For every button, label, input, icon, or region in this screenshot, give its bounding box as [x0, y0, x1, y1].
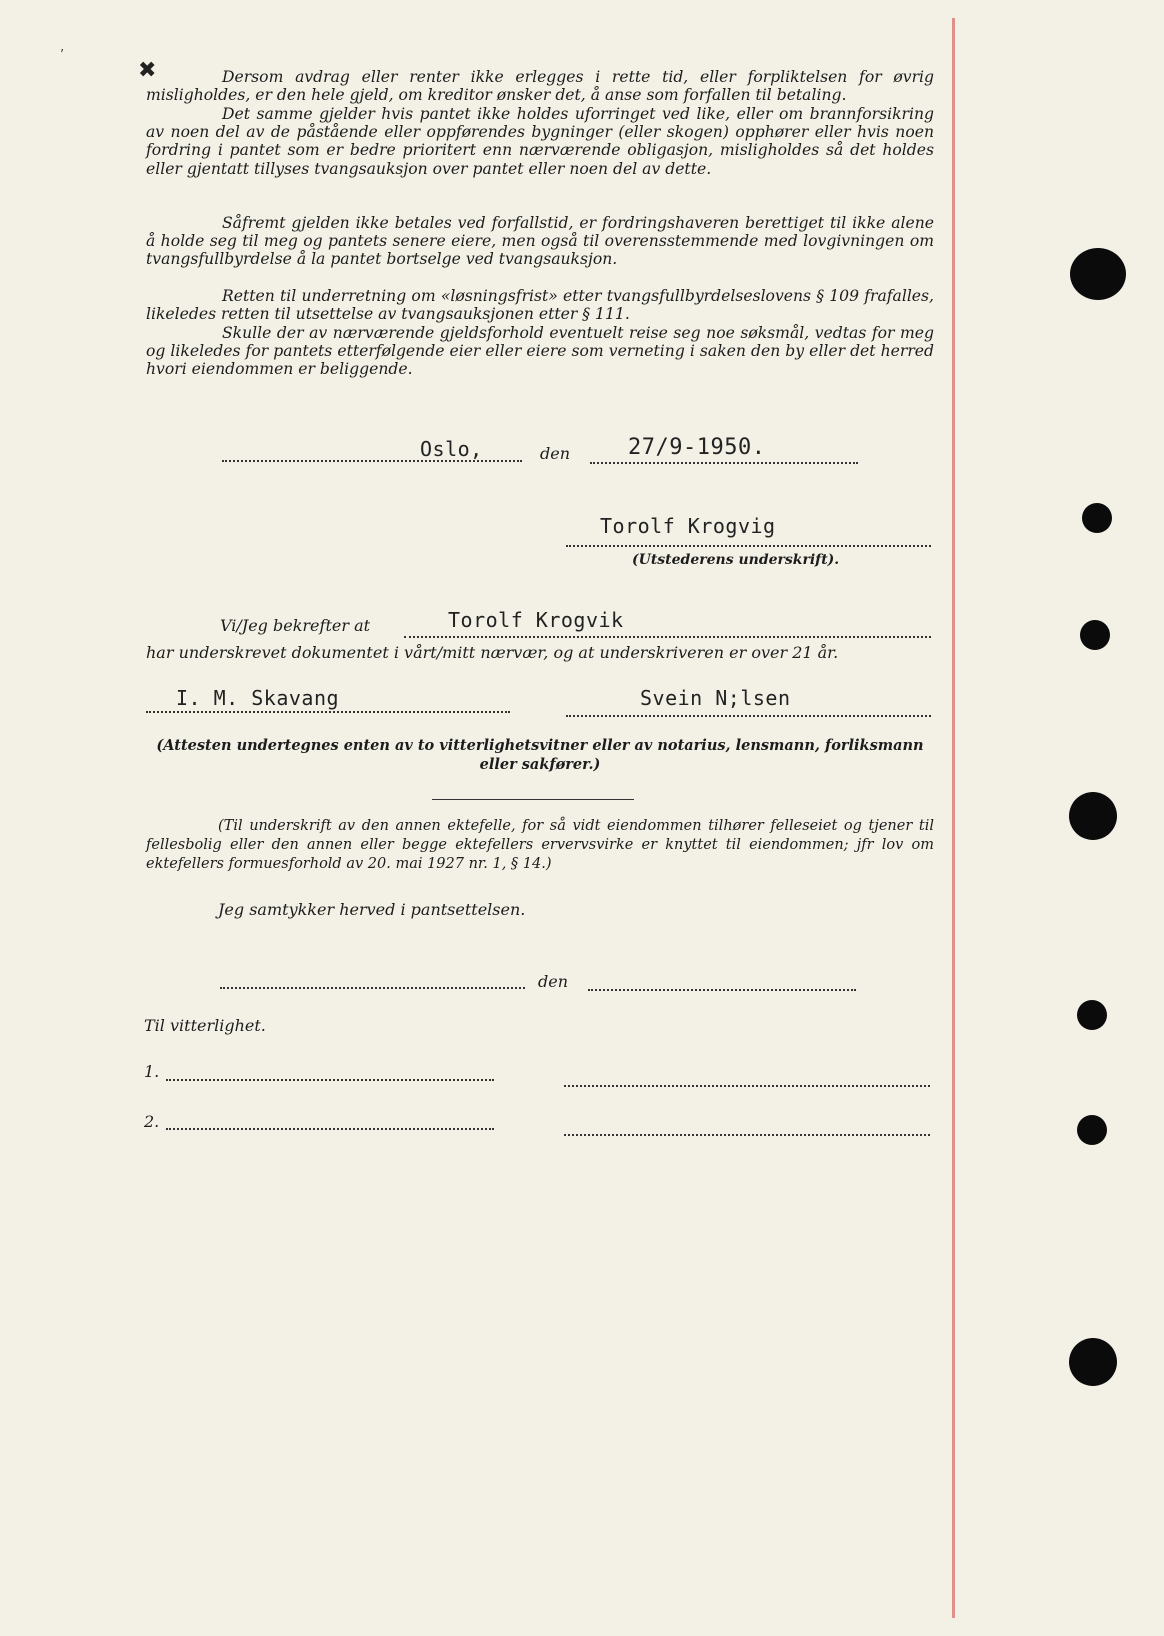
- witness-2-signature: Svein N;lsen: [640, 686, 791, 710]
- issuer-signature: Torolf Krogvig: [600, 514, 776, 538]
- consent-place-line: [220, 987, 525, 989]
- witness-1-line: [146, 711, 510, 713]
- witness-2-line: [566, 715, 931, 717]
- confirmation-text: har underskrevet dokumentet i vårt/mitt nærvær, og at underskriveren er over 21 år.: [146, 643, 839, 662]
- den-label: den: [540, 444, 571, 463]
- binder-hole-icon: [1077, 1000, 1107, 1030]
- binder-hole-icon: [1069, 1338, 1117, 1386]
- vitterlighet-line-1-right: [564, 1085, 930, 1087]
- corner-tick-mark: ’: [60, 48, 65, 63]
- binder-hole-icon: [1069, 792, 1117, 840]
- date-value: 27/9-1950.: [628, 435, 766, 460]
- attest-rule: [432, 799, 634, 800]
- binder-hole-icon: [1080, 620, 1110, 650]
- clause-default-payment: Dersom avdrag eller renter ikke erlegges i rette tid, eller forpliktelsen for øvrig misligholdes, er den hele gjeld, om kreditor ønsker det, å anse som forfallen til betaling.: [146, 68, 934, 105]
- clause-notice-waiver: Retten til underretning om «løsningsfrist» etter tvangsfullbyrdelseslovens § 109 frafalles, likeledes retten til utsettelse av tvangsauksjonen etter § 111.: [146, 287, 934, 324]
- witness-1-signature: I. M. Skavang: [176, 686, 340, 710]
- issuer-signature-line: [566, 545, 931, 547]
- consent-date-line: [588, 989, 856, 991]
- line-number-1: 1.: [144, 1062, 160, 1081]
- vitterlighet-label: Til vitterlighet.: [144, 1016, 266, 1035]
- handwritten-cross-mark: ✖: [138, 58, 157, 83]
- issuer-signature-caption: (Utstederens underskrift).: [632, 552, 840, 568]
- binder-hole-icon: [1070, 248, 1126, 300]
- date-dotted-line: [590, 462, 858, 464]
- confirmation-name-line: [404, 636, 931, 638]
- vitterlighet-line-2-right: [564, 1134, 930, 1136]
- clause-jurisdiction: Skulle der av nærværende gjeldsforhold eventuelt reise seg noe søksmål, vedtas for meg og likeledes for pantets etterfølgende eier eller eiere som verneting i saken den by eller det herred hvori eiendommen er beliggende.: [146, 324, 934, 379]
- place-value: Oslo,: [420, 437, 483, 461]
- vitterlighet-line-2-left: [166, 1128, 494, 1130]
- confirmed-signer-name: Torolf Krogvik: [448, 608, 624, 632]
- clause-insurance: Det samme gjelder hvis pantet ikke holdes uforringet ved like, eller om brannforsikring av noen del av de påstående eller oppførendes bygninger (eller skogen) opphører eller hvis noen fordring i pantet som er bedre prioritert enn nærværende obligasjon, misligholdes så det holdes eller gjentatt tillyses tvangsauksjon over pantet eller noen del av dette.: [146, 105, 934, 178]
- clause-forced-sale: Såfremt gjelden ikke betales ved forfallstid, er fordringshaveren berettiget til ikke alene å holde seg til meg og pantets senere eiere, men også til overensstemmende med lovgivningen om tvangsfullbyrdelse å la pantet bortselge ved tvangsauksjon.: [146, 214, 934, 269]
- consent-statement: Jeg samtykker herved i pantsettelsen.: [218, 900, 526, 919]
- binder-hole-icon: [1077, 1115, 1107, 1145]
- consent-den-label: den: [538, 972, 569, 991]
- vitterlighet-line-1-left: [166, 1079, 494, 1081]
- confirmation-prefix: Vi/Jeg bekrefter at: [220, 616, 371, 635]
- line-number-2: 2.: [144, 1112, 160, 1131]
- red-margin-line: [952, 18, 955, 1618]
- binder-hole-icon: [1082, 503, 1112, 533]
- attest-note: (Attesten undertegnes enten av to vitterlighetsvitner eller av notarius, lensmann, forliksmann eller sakfører.): [156, 737, 924, 773]
- spouse-note: (Til underskrift av den annen ektefelle, for så vidt eiendommen tilhører felleseiet og tjener til fellesbolig eller den annen eller begge ektefellers ervervsvirke er knyttet til eiendommen; jfr lov om ektefellers formuesforhold av 20. mai 1927 nr. 1, § 14.): [146, 818, 934, 872]
